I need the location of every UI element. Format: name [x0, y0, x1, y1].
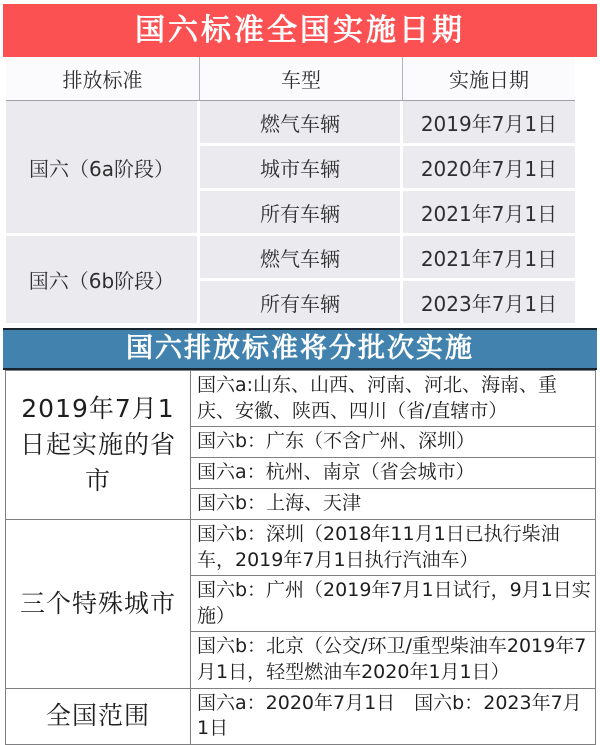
- rollout-item: 国六a：杭州、南京（省会城市）: [191, 458, 596, 489]
- rollout-group-label-2019: 2019年7月1日起实施的省市: [6, 371, 191, 520]
- cell-date: 2020年7月1日: [403, 146, 575, 191]
- cell-vehicle: 燃气车辆: [200, 101, 403, 146]
- schedule-header-row: [6, 57, 575, 101]
- rollout-group-label-special-cities: 三个特殊城市: [6, 519, 191, 688]
- cell-standard-6a: 国六（6a阶段）: [6, 101, 200, 236]
- cell-date: 2023年7月1日: [403, 281, 575, 326]
- cell-vehicle: 燃气车辆: [200, 236, 403, 281]
- rollout-row: [6, 688, 596, 744]
- cell-vehicle: 所有车辆: [200, 281, 403, 326]
- rollout-item: 国六b：上海、天津: [191, 489, 596, 520]
- sub-title: 国六排放标准将分批次实施: [126, 333, 474, 364]
- rollout-row: [6, 371, 596, 427]
- rollout-item: 国六b：深圳（2018年11月1日已执行柴油车，2019年7月1日执行汽油车）: [191, 519, 596, 575]
- rollout-item: 国六b：广州（2019年7月1日试行，9月1日实施）: [191, 576, 596, 632]
- col-header-standard: 排放标准: [6, 57, 200, 101]
- cell-date: 2021年7月1日: [403, 191, 575, 236]
- schedule-row: [6, 236, 575, 281]
- rollout-group-label-nationwide: 全国范围: [6, 688, 191, 744]
- rollout-item: 国六a：2020年7月1日 国六b：2023年7月1日: [191, 688, 596, 744]
- rollout-item: 国六b：广东（不含广州、深圳）: [191, 427, 596, 458]
- rollout-item: 国六a:山东、山西、河南、河北、海南、重庆、安徽、陕西、四川（省/直辖市）: [191, 371, 596, 427]
- col-header-vehicle: 车型: [200, 57, 403, 101]
- rollout-table: [5, 370, 596, 745]
- rollout-row: [6, 519, 596, 575]
- cell-date: 2021年7月1日: [403, 236, 575, 281]
- cell-vehicle: 所有车辆: [200, 191, 403, 236]
- sub-title-banner: [3, 328, 597, 370]
- main-title-banner: [3, 4, 597, 57]
- rollout-item: 国六b：北京（公交/环卫/重型柴油车2019年7月1日，轻型燃油车2020年1月1日）: [191, 632, 596, 688]
- schedule-table: [6, 57, 575, 326]
- main-title: 国六标准全国实施日期: [135, 13, 465, 48]
- cell-vehicle: 城市车辆: [200, 146, 403, 191]
- cell-date: 2019年7月1日: [403, 101, 575, 146]
- schedule-row: [6, 101, 575, 146]
- col-header-date: 实施日期: [403, 57, 575, 101]
- cell-standard-6b: 国六（6b阶段）: [6, 236, 200, 326]
